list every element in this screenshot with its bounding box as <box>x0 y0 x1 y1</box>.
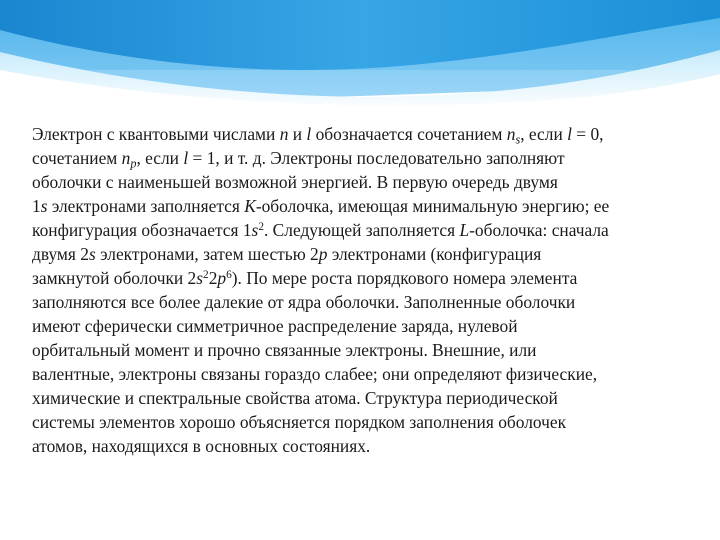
text-line: 1s электронами заполняется K-оболочка, имеющая минимальную энергию; ее <box>32 196 610 216</box>
text-line: орбитальный момент и прочно связанные электроны. Внешние, или <box>32 340 537 360</box>
text-line: системы элементов хорошо объясняется порядком заполнения оболочек <box>32 412 567 432</box>
body-paragraph <box>32 122 702 458</box>
text-line: Электрон с квантовыми числами n и l обозначается сочетанием $n_s$, если l = 0, <box>32 124 604 147</box>
text-line: конфигурация обозначается $1s^2$. Следующей заполняется L-оболочка: сначала <box>32 220 609 240</box>
text-line: заполняются все более далекие от ядра оболочки. Заполненные оболочки <box>32 292 576 312</box>
text-line: оболочки с наименьшей возможной энергией. В первую очередь двумя <box>32 172 558 192</box>
header-wave-decoration <box>0 0 720 112</box>
text-line: двумя 2s электронами, затем шестью 2p электронами (конфигурация <box>32 244 542 264</box>
text-line: химические и спектральные свойства атома. Структура периодической <box>32 388 558 408</box>
text-line: замкнутой оболочки $2s^22p^6$). По мере роста порядкового номера элемента <box>32 268 578 288</box>
text-line: сочетанием $n_p$, если l = 1, и т. д. Электроны последовательно заполняют <box>32 148 565 171</box>
text-line: валентные, электроны связаны гораздо слабее; они определяют физические, <box>32 364 598 384</box>
text-line: атомов, находящихся в основных состояниях. <box>32 436 371 456</box>
text-line: имеют сферически симметричное распределение заряда, нулевой <box>32 316 518 336</box>
